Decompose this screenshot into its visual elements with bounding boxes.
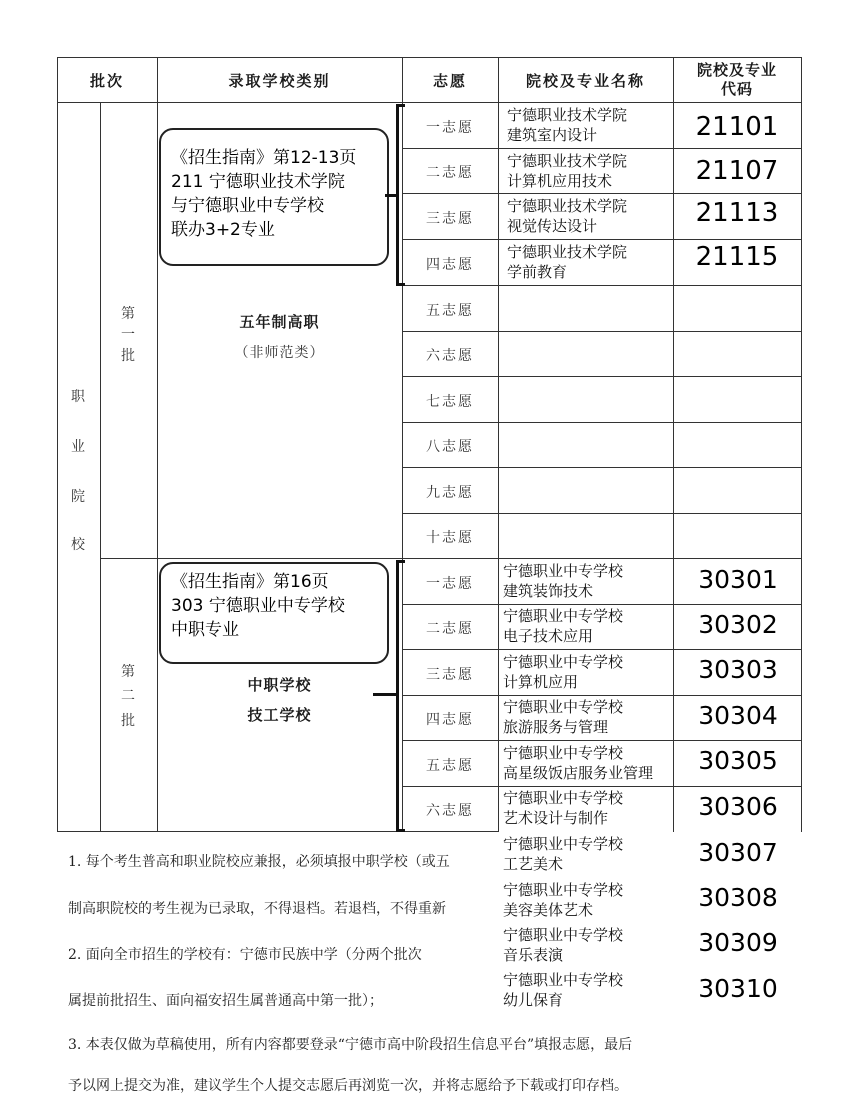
header-batch: 批次 [89, 72, 124, 90]
batch2-bracket [396, 560, 405, 832]
major-name: 工艺美术 [503, 855, 564, 873]
batch1-label-char: 一 [121, 327, 135, 343]
major-name: 建筑装饰技术 [503, 582, 594, 600]
code-cell: 30309 [698, 928, 778, 957]
header-code-line2: 代码 [720, 80, 753, 98]
batch2-guide-line: 303 宁德职业中专学校 [171, 596, 345, 616]
choice-label: 六志愿 [426, 803, 474, 819]
batch2-guide-line: 《招生指南》第16页 [171, 572, 329, 592]
batch2-label-char: 第 [121, 664, 135, 680]
school-name: 宁德职业中专学校 [503, 926, 624, 944]
school-major-cell [503, 697, 623, 737]
school-name: 宁德职业中专学校 [503, 698, 624, 716]
choice-label: 五志愿 [426, 758, 474, 774]
batch2-guide-line: 中职专业 [171, 620, 239, 640]
code-cell: 30305 [698, 746, 778, 775]
school-major-cell [503, 788, 623, 828]
left-col-char: 校 [71, 537, 85, 553]
school-name: 宁德职业中专学校 [503, 971, 624, 989]
choice-label: 三志愿 [426, 211, 474, 227]
code-cell: 30303 [698, 655, 778, 684]
batch1-guide-line: 与宁德职业中专学校 [171, 196, 324, 216]
batch1-guide-line: 211 宁德职业技术学院 [171, 172, 345, 192]
code-cell: 21107 [695, 156, 779, 186]
major-name: 建筑室内设计 [507, 126, 598, 144]
school-major-cell [503, 925, 623, 965]
major-name: 艺术设计与制作 [503, 809, 609, 827]
code-cell: 30308 [698, 883, 778, 912]
major-name: 视觉传达设计 [507, 217, 598, 235]
note-line: 3. 本表仅做为草稿使用，所有内容都要登录“宁德市高中阶段招生信息平台”填报志愿，最后 [68, 1037, 633, 1053]
school-name: 宁德职业技术学院 [507, 197, 628, 215]
school-name: 宁德职业中专学校 [503, 789, 624, 807]
code-cell: 21113 [695, 198, 779, 228]
code-cell: 30307 [698, 838, 778, 867]
choice-label: 三志愿 [426, 667, 474, 683]
major-name: 电子技术应用 [503, 627, 594, 645]
note-line: 予以网上提交为准，建议学生个人提交志愿后再浏览一次，并将志愿给予下载或打印存档。 [68, 1078, 628, 1094]
header-code-line1: 院校及专业 [696, 61, 777, 79]
header-school-major: 院校及专业名称 [525, 72, 645, 90]
choice-label: 一志愿 [426, 120, 474, 136]
school-major-cell [507, 105, 627, 145]
note-line: 2. 面向全市招生的学校有：宁德市民族中学（分两个批次 [68, 947, 422, 963]
choice-label: 五志愿 [426, 303, 474, 319]
school-major-cell [507, 151, 627, 191]
code-cell: 30310 [698, 974, 778, 1003]
left-col-char: 院 [71, 489, 85, 505]
batch2-label-char: 二 [121, 688, 135, 704]
batch1-category-sub: （非师范类） [234, 345, 325, 361]
school-name: 宁德职业技术学院 [507, 106, 628, 124]
major-name: 旅游服务与管理 [503, 718, 609, 736]
batch2-label-char: 批 [121, 713, 135, 729]
batch2-connector [373, 693, 397, 696]
school-major-cell [503, 970, 623, 1010]
choice-label: 二志愿 [426, 621, 474, 637]
choice-label: 七志愿 [426, 394, 474, 410]
school-major-cell [503, 880, 623, 920]
code-cell: 30306 [698, 792, 778, 821]
note-line: 1. 每个考生普高和职业院校应兼报，必须填报中职学校（或五 [68, 854, 450, 870]
major-name: 幼儿保育 [503, 991, 564, 1009]
code-cell: 21115 [695, 242, 779, 272]
choice-label: 八志愿 [426, 439, 474, 455]
batch1-guide-line: 联办3+2专业 [171, 220, 275, 240]
school-major-cell [503, 834, 623, 874]
choice-label: 九志愿 [426, 485, 474, 501]
batch1-category: 五年制高职 [239, 313, 320, 331]
note-line: 属提前批招生、面向福安招生属普通高中第一批）； [68, 993, 383, 1009]
school-name: 宁德职业中专学校 [503, 653, 624, 671]
school-major-cell [503, 606, 623, 646]
note-line: 制高职院校的考生视为已录取，不得退档。若退档，不得重新 [68, 901, 446, 917]
choice-label: 二志愿 [426, 165, 474, 181]
batch2-category-line2: 技工学校 [247, 706, 312, 724]
header-choice: 志愿 [432, 72, 467, 90]
major-name: 高星级饭店服务业管理 [503, 764, 654, 782]
school-name: 宁德职业中专学校 [503, 744, 624, 762]
school-major-cell [507, 242, 627, 282]
code-cell: 30304 [698, 701, 778, 730]
major-name: 计算机应用 [503, 673, 579, 691]
school-major-cell [503, 561, 623, 601]
batch2-category-line1: 中职学校 [247, 676, 312, 694]
major-name: 美容美体艺术 [503, 901, 594, 919]
code-cell: 30302 [698, 610, 778, 639]
batch1-guide-line: 《招生指南》第12-13页 [171, 148, 357, 168]
major-name: 计算机应用技术 [507, 172, 613, 190]
left-col-char: 业 [71, 439, 85, 455]
header-code [673, 61, 801, 99]
batch2-guide-box [159, 562, 389, 664]
school-major-cell [503, 743, 653, 783]
choice-label: 一志愿 [426, 576, 474, 592]
school-name: 宁德职业中专学校 [503, 607, 624, 625]
batch1-label-char: 第 [121, 306, 135, 322]
school-major-cell [503, 652, 623, 692]
batch1-label-char: 批 [121, 348, 135, 364]
major-name: 音乐表演 [503, 946, 564, 964]
school-name: 宁德职业技术学院 [507, 243, 628, 261]
batch1-guide-box [159, 128, 389, 266]
school-name: 宁德职业中专学校 [503, 562, 624, 580]
choice-label: 四志愿 [426, 712, 474, 728]
school-name: 宁德职业中专学校 [503, 881, 624, 899]
school-name: 宁德职业技术学院 [507, 152, 628, 170]
code-cell: 21101 [695, 112, 779, 142]
school-major-cell [507, 196, 627, 236]
choice-label: 四志愿 [426, 257, 474, 273]
school-name: 宁德职业中专学校 [503, 835, 624, 853]
header-category: 录取学校类别 [228, 72, 331, 90]
left-col-char: 职 [71, 389, 85, 405]
choice-label: 十志愿 [426, 530, 474, 546]
choice-label: 六志愿 [426, 348, 474, 364]
code-cell: 30301 [698, 565, 778, 594]
major-name: 学前教育 [507, 263, 568, 281]
